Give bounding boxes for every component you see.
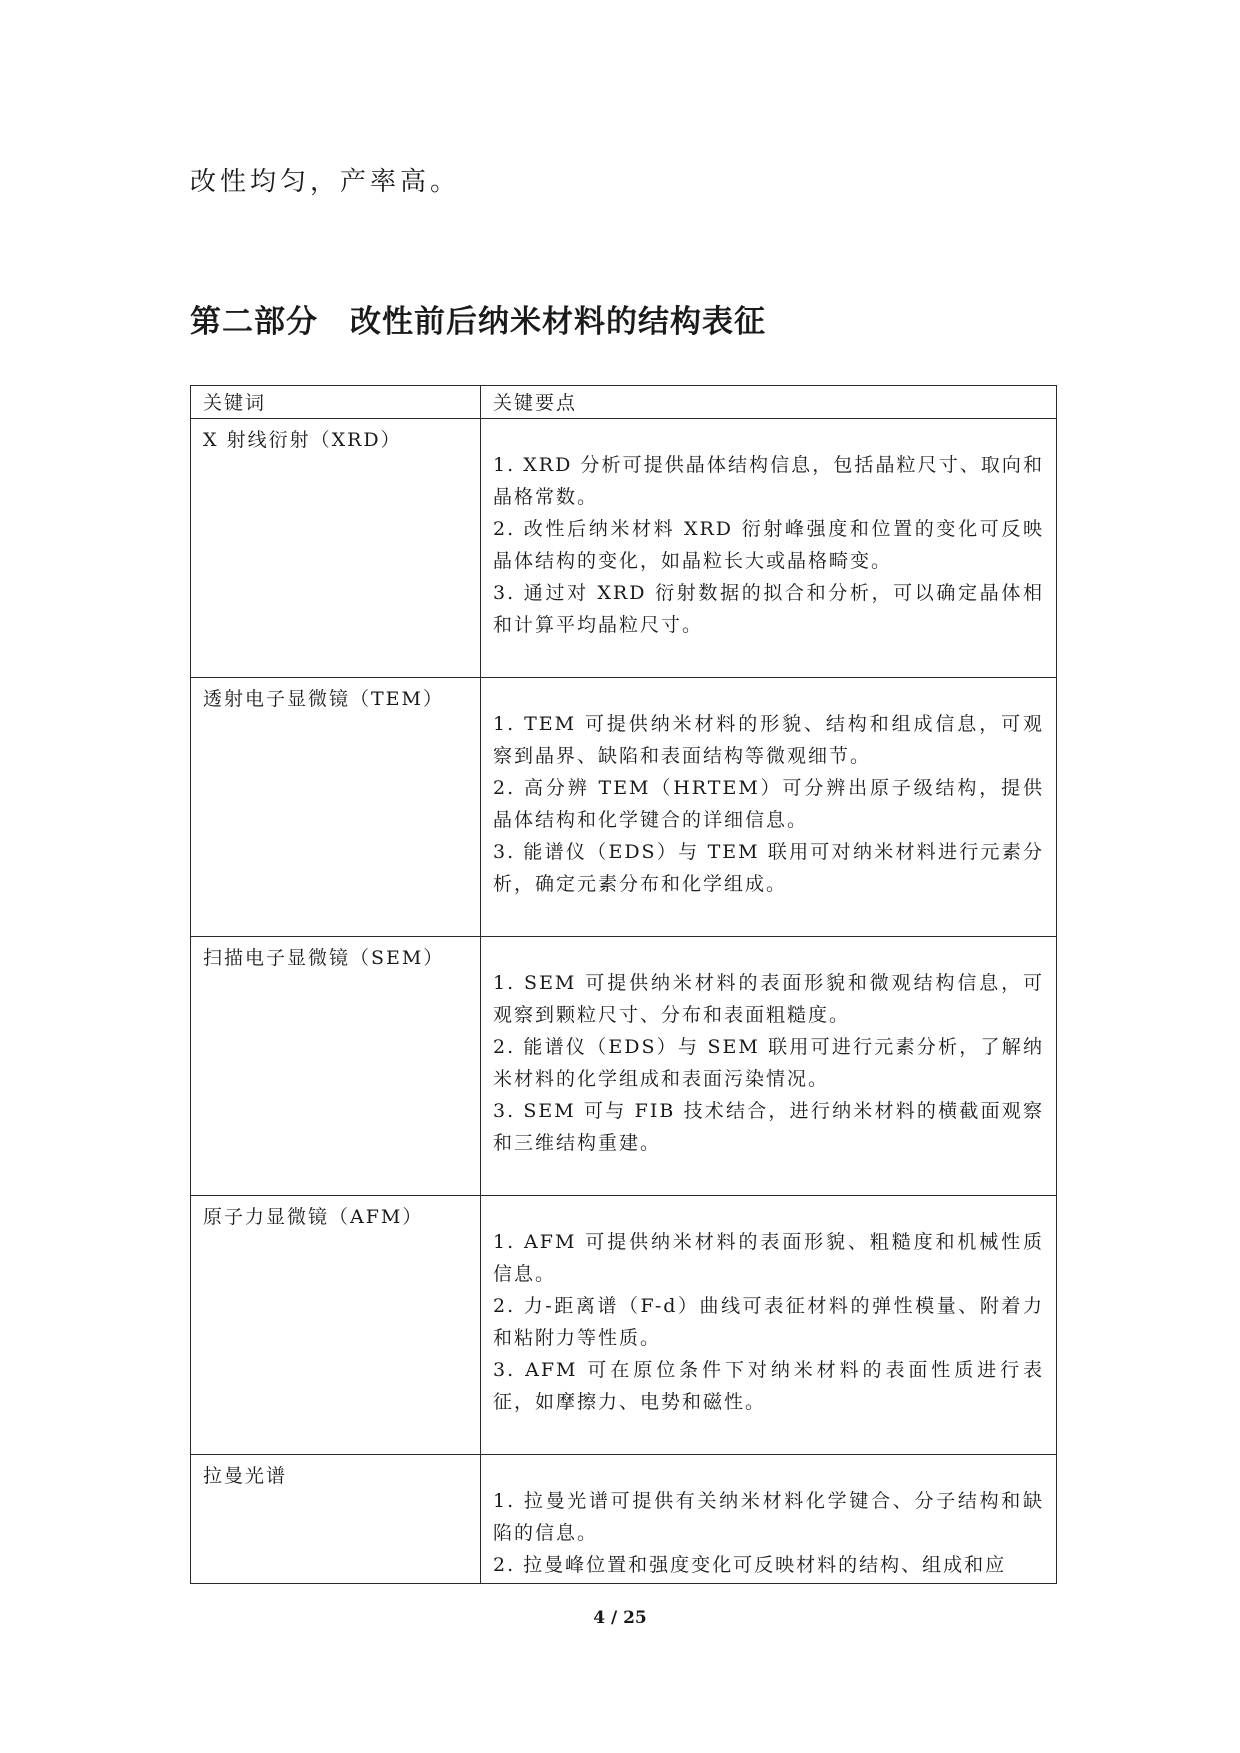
points-cell [481,1196,1057,1455]
keyword-text: 透射电子显微镜（TEM） [203,688,444,710]
keyword-cell [191,419,481,678]
table-row [191,1196,1057,1455]
key-point: 2. 高分辨 TEM（HRTEM）可分辨出原子级结构，提供晶体结构和化学键合的详细信息。 [493,777,1044,831]
table-row [191,419,1057,678]
key-point: 1. TEM 可提供纳米材料的形貌、结构和组成信息，可观察到晶界、缺陷和表面结构等微观细节。 [493,713,1044,767]
header-points-label: 关键要点 [493,392,578,414]
key-point: 1. 拉曼光谱可提供有关纳米材料化学键合、分子结构和缺陷的信息。 [493,1490,1044,1544]
key-point: 3. AFM 可在原位条件下对纳米材料的表面性质进行表征，如摩擦力、电势和磁性。 [493,1359,1044,1413]
key-point: 2. 能谱仪（EDS）与 SEM 联用可进行元素分析，了解纳米材料的化学组成和表面污染情况。 [493,1036,1044,1090]
keyword-text: 扫描电子显微镜（SEM） [203,947,445,969]
key-point: 3. 能谱仪（EDS）与 TEM 联用可对纳米材料进行元素分析，确定元素分布和化学组成。 [493,841,1044,895]
header-keyword-label: 关键词 [203,392,267,414]
key-point: 2. 改性后纳米材料 XRD 衍射峰强度和位置的变化可反映晶体结构的变化，如晶粒长大或晶格畸变。 [493,518,1044,572]
keyword-cell [191,1196,481,1455]
table-row [191,937,1057,1196]
keyword-cell [191,937,481,1196]
key-point: 3. 通过对 XRD 衍射数据的拟合和分析，可以确定晶体相和计算平均晶粒尺寸。 [493,582,1044,636]
points-cell [481,419,1057,678]
key-points-table [190,385,1057,1584]
points-cell [481,1455,1057,1584]
keyword-text: X 射线衍射（XRD） [203,429,402,451]
table-row [191,1455,1057,1584]
page-number: 4 / 25 [593,1608,647,1628]
keyword-text: 原子力显微镜（AFM） [203,1206,424,1228]
header-cell-keyword [191,386,481,419]
keyword-cell [191,1455,481,1584]
keyword-text: 拉曼光谱 [203,1465,288,1487]
lead-paragraph: 改性均匀，产率高。 [190,167,461,197]
keyword-cell [191,678,481,937]
points-cell [481,678,1057,937]
table-row [191,678,1057,937]
key-point: 2. 拉曼峰位置和强度变化可反映材料的结构、组成和应 [493,1554,1007,1576]
key-point: 1. XRD 分析可提供晶体结构信息，包括晶粒尺寸、取向和晶格常数。 [493,454,1044,508]
key-point: 3. SEM 可与 FIB 技术结合，进行纳米材料的横截面观察和三维结构重建。 [493,1100,1044,1154]
key-point: 2. 力-距离谱（F-d）曲线可表征材料的弹性模量、附着力和粘附力等性质。 [493,1295,1044,1349]
key-point: 1. AFM 可提供纳米材料的表面形貌、粗糙度和机械性质信息。 [493,1231,1044,1285]
header-cell-points [481,386,1057,419]
points-cell [481,937,1057,1196]
table-header-row [191,386,1057,419]
section-title: 第二部分 改性前后纳米材料的结构表征 [190,304,766,340]
key-point: 1. SEM 可提供纳米材料的表面形貌和微观结构信息，可观察到颗粒尺寸、分布和表面粗糙度。 [493,972,1044,1026]
